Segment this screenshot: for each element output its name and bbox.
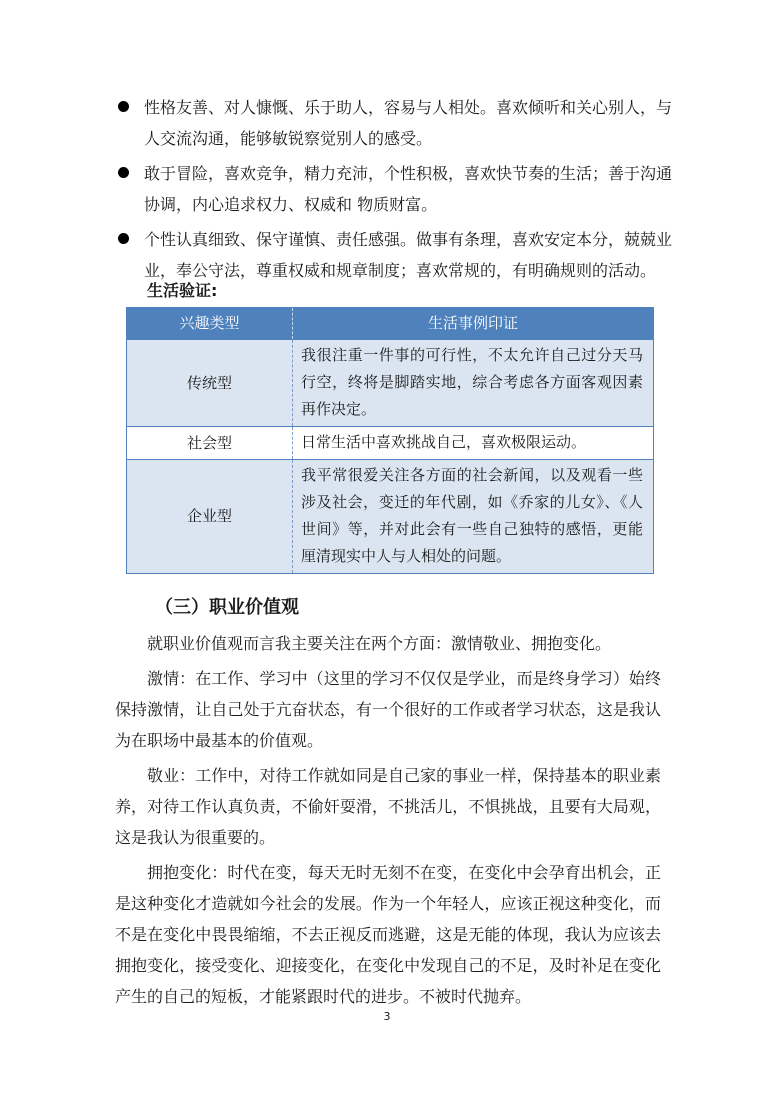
trait-bullet-list <box>112 92 672 290</box>
life-verification-heading: 生活验证: <box>147 281 218 300</box>
table-header-cell: 生活事例印证 <box>427 314 518 332</box>
table-row <box>127 339 653 426</box>
interest-type-cell: 企业型 <box>127 460 293 573</box>
interest-type-cell: 传统型 <box>127 340 293 426</box>
bullet-item <box>112 92 672 154</box>
example-cell: 我很注重一件事的可行性，不太允许自己过分天马行空，终将是脚踏实地，综合考虑各方面客观因素再作决定。 <box>301 346 643 418</box>
bullet-dot-icon <box>118 167 129 178</box>
table-header-row <box>127 308 653 339</box>
paragraph: 拥抱变化：时代在变，每天无时无刻不在变，在变化中会孕育出机会，正是这种变化才造就如今社会的发展。作为一个年轻人，应该正视这种变化，而不是在变化中畏畏缩缩，不去正视反而逃避，这是无能的体现，我认为应该去拥抱变化，接受变化、迎接变化，在变化中发现自己的不足，及时补足在变化产生的自己的短板，才能紧跟时代的进步。不被时代抛弃。 <box>115 863 661 1006</box>
example-cell: 日常生活中喜欢挑战自己，喜欢极限运动。 <box>301 433 587 451</box>
paragraph: 就职业价值观而言我主要关注在两个方面：激情敬业、拥抱变化。 <box>147 634 612 653</box>
table-header-cell: 兴趣类型 <box>127 308 293 339</box>
bullet-dot-icon <box>118 233 129 244</box>
bullet-text: 性格友善、对人慷慨、乐于助人，容易与人相处。喜欢倾听和关心别人，与人交流沟通，能够敏锐察觉别人的感受。 <box>144 98 673 148</box>
table-row <box>127 426 653 459</box>
section-heading: （三）职业价值观 <box>155 597 299 618</box>
table-row <box>127 459 653 573</box>
bullet-text: 敢于冒险，喜欢竞争，精力充沛，个性积极，喜欢快节奏的生活；善于沟通协调，内心追求权力、权威和 物质财富。 <box>144 164 673 214</box>
bullet-dot-icon <box>118 101 129 112</box>
interest-table <box>126 307 654 574</box>
example-cell: 我平常很爱关注各方面的社会新闻，以及观看一些涉及社会，变迁的年代剧，如《乔家的儿女》、《人世间》等，并对此会有一些自己独特的感悟，更能厘清现实中人与人相处的问题。 <box>301 466 643 565</box>
page-number: 3 <box>383 1010 391 1023</box>
bullet-item <box>112 158 672 220</box>
body-paragraphs <box>115 628 661 1016</box>
paragraph: 激情：在工作、学习中（这里的学习不仅仅是学业，而是终身学习）始终保持激情，让自己处于亢奋状态，有一个很好的工作或者学习状态，这是我认为在职场中最基本的价值观。 <box>115 669 661 750</box>
bullet-item <box>112 224 672 286</box>
interest-type-cell: 社会型 <box>127 427 293 459</box>
paragraph: 敬业：工作中，对待工作就如同是自己家的事业一样，保持基本的职业素养，对待工作认真负责，不偷奸耍滑，不挑活儿，不惧挑战，且要有大局观，这是我认为很重要的。 <box>115 766 661 847</box>
bullet-text: 个性认真细致、保守谨慎、责任感强。做事有条理，喜欢安定本分，兢兢业业，奉公守法，尊重权威和规章制度；喜欢常规的，有明确规则的活动。 <box>144 230 673 280</box>
